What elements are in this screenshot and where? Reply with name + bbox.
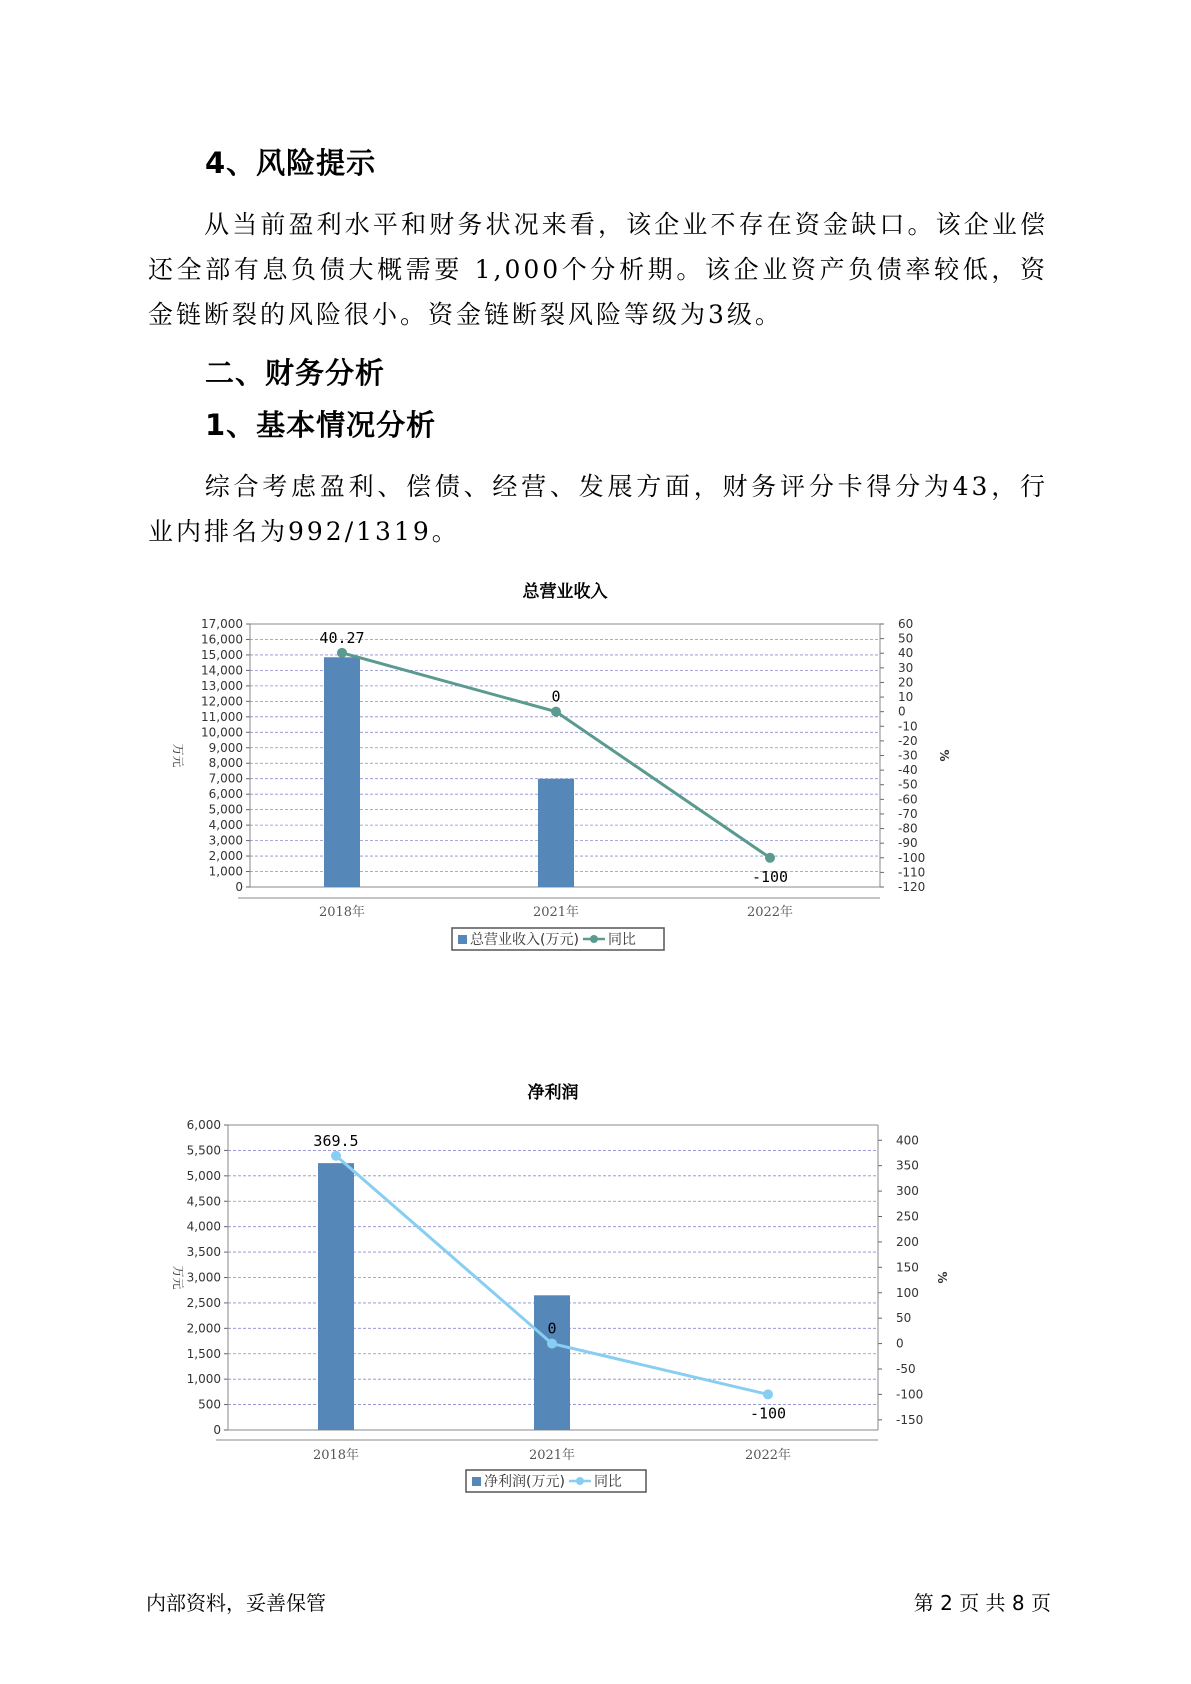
left-tick-label: 8,000	[208, 756, 243, 771]
legend-line-marker	[576, 1477, 584, 1485]
left-tick-label: 5,000	[186, 1168, 221, 1183]
x-tick-label: 2022年	[744, 1448, 792, 1463]
right-tick-label: -70	[898, 806, 918, 821]
left-tick-label: 0	[235, 880, 243, 894]
left-tick-label: 13,000	[201, 678, 243, 693]
right-tick-label: 40	[898, 646, 914, 661]
yoy-point	[763, 1389, 773, 1399]
legend-line-label: 同比	[607, 932, 636, 948]
left-tick-label: 14,000	[201, 663, 243, 678]
right-tick-label: 20	[898, 675, 914, 690]
right-tick-label: -100	[898, 850, 926, 865]
left-tick-label: 3,500	[186, 1245, 221, 1260]
right-tick-label: -50	[896, 1362, 916, 1376]
right-tick-label: -30	[898, 748, 918, 763]
right-tick-label: 300	[896, 1184, 919, 1199]
risk-heading: 4、风险提示	[205, 146, 377, 180]
x-tick-label: 2022年	[746, 905, 794, 920]
yoy-data-label: -100	[749, 1404, 787, 1423]
left-tick-label: 16,000	[201, 632, 243, 647]
right-tick-label: 350	[896, 1158, 919, 1173]
left-tick-label: 10,000	[201, 725, 243, 740]
left-tick-label: 0	[213, 1423, 221, 1437]
basic-analysis-heading: 1、基本情况分析	[205, 408, 437, 442]
right-tick-label: 50	[898, 631, 914, 646]
left-tick-label: 1,000	[186, 1372, 221, 1387]
bar	[534, 1295, 570, 1430]
net-profit-chart-svg	[160, 1080, 1000, 1540]
left-tick-label: 3,000	[186, 1270, 221, 1285]
legend-line-marker	[590, 935, 598, 943]
right-tick-label: 250	[896, 1209, 919, 1224]
legend-bar-swatch	[472, 1477, 481, 1486]
left-tick-label: 4,000	[208, 818, 243, 833]
right-tick-label: -120	[898, 880, 926, 894]
bar	[324, 657, 360, 887]
yoy-point	[547, 1339, 557, 1349]
left-tick-label: 2,000	[208, 849, 243, 864]
right-tick-label: 150	[896, 1260, 919, 1275]
right-tick-label: 60	[898, 617, 914, 631]
yoy-data-label: 40.27	[319, 628, 365, 647]
right-tick-label: -60	[898, 792, 918, 807]
right-tick-label: 400	[896, 1133, 919, 1148]
left-tick-label: 1,500	[186, 1346, 221, 1361]
footer-note: 内部资料，妥善保管	[146, 1591, 326, 1615]
right-tick-label: 0	[896, 1336, 904, 1351]
page-number: 第 2 页 共 8 页	[913, 1591, 1051, 1615]
yoy-data-label: 369.5	[313, 1131, 359, 1150]
left-tick-label: 2,500	[186, 1295, 221, 1310]
x-tick-label: 2018年	[318, 905, 366, 920]
y-axis-label: 万元	[171, 1265, 185, 1290]
finance-heading: 二、财务分析	[205, 356, 386, 390]
right-tick-label: -90	[898, 836, 918, 851]
left-tick-label: 1,000	[208, 864, 243, 879]
yoy-point	[337, 648, 347, 658]
left-tick-label: 7,000	[208, 771, 243, 786]
left-tick-label: 2,000	[186, 1321, 221, 1336]
basic-analysis-paragraph: 综合考虑盈利、偿债、经营、发展方面，财务评分卡得分为43，行业内排名为992/1319。	[148, 472, 1048, 546]
left-tick-label: 11,000	[201, 709, 243, 724]
left-tick-label: 12,000	[201, 694, 243, 709]
right-tick-label: -110	[898, 865, 926, 880]
left-tick-label: 4,500	[186, 1194, 221, 1209]
chart-title: 总营业收入	[522, 582, 608, 602]
risk-paragraph: 从当前盈利水平和财务状况来看，该企业不存在资金缺口。该企业偿还全部有息负债大概需要 1,000个分析期。该企业资产负债率较低，资金链断裂的风险很小。资金链断裂风险等级为3级。	[148, 210, 1048, 329]
left-tick-label: 6,000	[186, 1118, 221, 1132]
right-tick-label: 0	[898, 704, 906, 719]
right-tick-label: 50	[896, 1311, 912, 1326]
right-tick-label: 100	[896, 1285, 919, 1300]
x-tick-label: 2021年	[532, 905, 580, 920]
bar	[538, 779, 574, 887]
right-tick-label: -80	[898, 821, 918, 836]
yoy-point	[331, 1151, 341, 1161]
left-tick-label: 17,000	[201, 617, 243, 631]
right-tick-label: 10	[898, 690, 914, 705]
yoy-data-label: 0	[551, 687, 561, 706]
yoy-point	[551, 707, 561, 717]
chart-title: 净利润	[527, 1083, 579, 1103]
right-tick-label: -100	[896, 1387, 924, 1402]
legend-bar-label: 总营业收入(万元)	[470, 932, 579, 948]
right-tick-label: -50	[898, 777, 918, 792]
y2-axis-label: %	[937, 749, 951, 762]
left-tick-label: 5,500	[186, 1143, 221, 1158]
right-tick-label: 200	[896, 1234, 919, 1249]
left-tick-label: 9,000	[208, 740, 243, 755]
x-tick-label: 2021年	[528, 1448, 576, 1463]
left-tick-label: 4,000	[186, 1219, 221, 1234]
revenue-chart	[160, 580, 1000, 1025]
legend-line-label: 同比	[593, 1474, 622, 1490]
right-tick-label: -40	[898, 763, 918, 778]
right-tick-label: 30	[898, 660, 914, 675]
yoy-point	[765, 853, 775, 863]
revenue-chart-svg	[160, 580, 1000, 1025]
y-axis-label: 万元	[171, 743, 185, 768]
legend	[466, 1470, 646, 1492]
left-tick-label: 5,000	[208, 802, 243, 817]
y2-axis-label: %	[935, 1271, 949, 1284]
yoy-data-label: 0	[547, 1319, 557, 1338]
legend-bar-label: 净利润(万元)	[484, 1474, 565, 1490]
left-tick-label: 500	[198, 1397, 221, 1412]
left-tick-label: 6,000	[208, 787, 243, 802]
right-tick-label: -20	[898, 733, 918, 748]
left-tick-label: 3,000	[208, 833, 243, 848]
x-tick-label: 2018年	[312, 1448, 360, 1463]
bar	[318, 1163, 354, 1430]
legend-bar-swatch	[458, 935, 467, 944]
right-tick-label: -150	[896, 1412, 924, 1427]
yoy-data-label: -100	[751, 867, 789, 886]
net-profit-chart	[160, 1080, 1000, 1540]
right-tick-label: -10	[898, 719, 918, 734]
legend	[452, 928, 664, 950]
left-tick-label: 15,000	[201, 647, 243, 662]
